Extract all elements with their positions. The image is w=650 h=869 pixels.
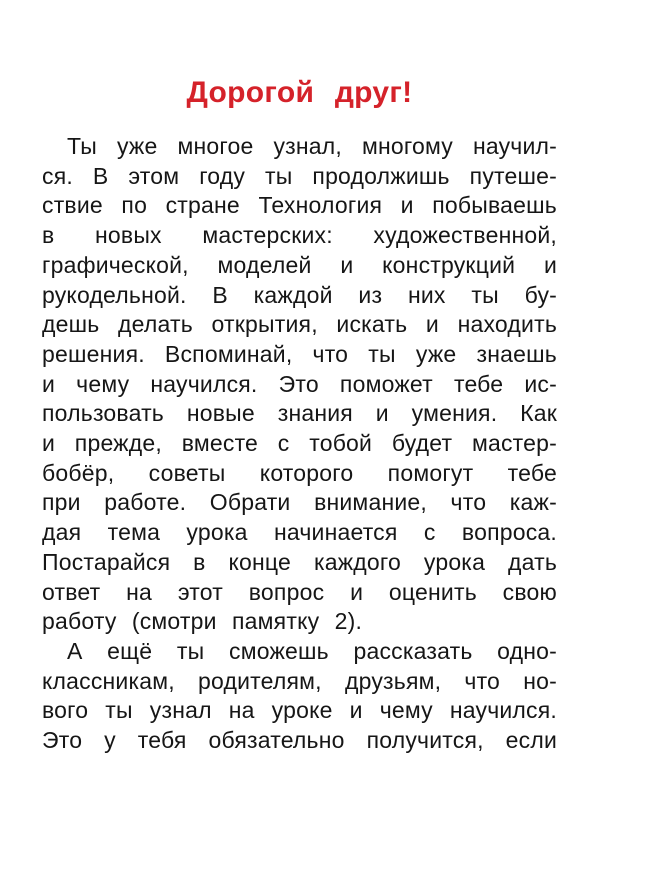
text-line: работу (смотри памятку 2). xyxy=(42,608,363,635)
text-line: и прежде, вместе с тобой будет мастер- xyxy=(42,430,557,457)
text-line: дая тема урока начинается с вопроса. xyxy=(42,519,557,546)
text-line: А ещё ты сможешь рассказать одно- xyxy=(67,637,557,664)
text-column xyxy=(42,76,557,756)
text-line: вого ты узнал на уроке и чему научился. xyxy=(42,697,557,724)
text-line: рукодельной. В каждой из них ты бу- xyxy=(42,281,557,308)
text-line: ствие по стране Технология и побываешь xyxy=(42,192,557,219)
text-line: в новых мастерских: художественной, xyxy=(42,222,557,249)
text-line: Постарайся в конце каждого урока дать xyxy=(42,548,557,575)
text-line: бобёр, советы которого помогут тебе xyxy=(42,459,557,486)
text-line: Это у тебя обязательно получится, если xyxy=(42,727,557,754)
text-line: классникам, родителям, друзьям, что но- xyxy=(42,667,557,694)
paragraph-intro xyxy=(42,132,557,637)
text-line: пользовать новые знания и умения. Как xyxy=(42,400,557,427)
text-line: при работе. Обрати внимание, что каж- xyxy=(42,489,557,516)
page-title: Дорогой друг! xyxy=(186,76,413,109)
text-line: графической, моделей и конструкций и xyxy=(42,251,557,278)
text-line: ся. В этом году ты продолжишь путеше- xyxy=(42,162,557,189)
text-line: дешь делать открытия, искать и находить xyxy=(42,311,557,338)
text-line: и чему научился. Это поможет тебе ис- xyxy=(42,370,557,397)
text-line: решения. Вспоминай, что ты уже знаешь xyxy=(42,340,557,367)
paragraph-closing xyxy=(42,637,557,756)
text-line: ответ на этот вопрос и оценить свою xyxy=(42,578,557,605)
text-line: Ты уже многое узнал, многому научил- xyxy=(67,133,557,159)
